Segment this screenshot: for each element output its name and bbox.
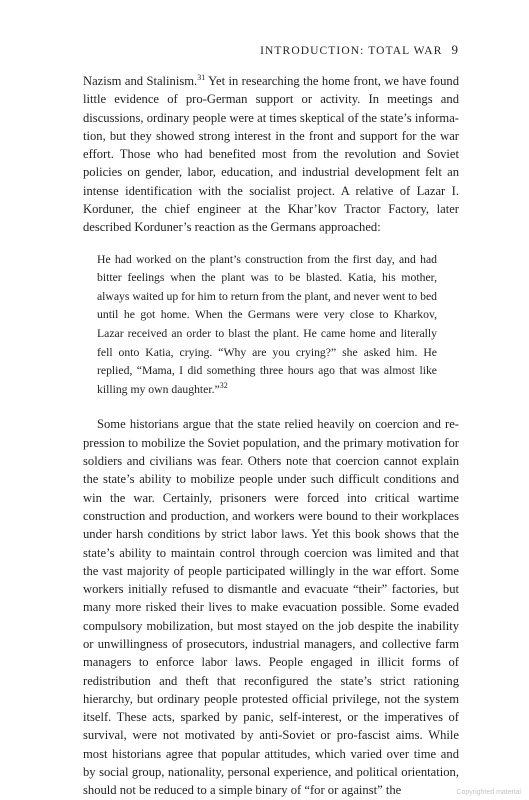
footnote-ref-31: 31 bbox=[197, 72, 206, 82]
paragraph-continued bbox=[83, 72, 459, 237]
running-title: INTRODUCTION: TOTAL WAR bbox=[260, 45, 443, 57]
paragraph-text: Yet in researching the home front, we have found little evidence of pro-German support or activity. In meetings and discussions, ordinary people were at times skeptical of the state’s information, but they showed strong interest in the front and support for the war effort. Those who had benefited most from the revolution and Soviet policies on gender, labor, education, and industrial development felt an intense identification with the socialist project. A relative of Lazar I. Korduner, the chief engineer at the Khar’kov Tractor Factory, later described Korduner’s reaction as the Germans approached: bbox=[83, 74, 459, 235]
text-block bbox=[83, 72, 459, 800]
page-number: 9 bbox=[451, 42, 458, 57]
running-head bbox=[260, 42, 458, 58]
quote-text: He had worked on the plant’s construction from the first day, and had bitter feelings when the plant was to be blasted. Katia, his mother, always waited up for him to return from the plant, and never went to bed until he got home. When the Germans were very close to Kharkov, Lazar received an order to blast the plant. He came home and literally fell onto Katia, crying. “Why are you crying?” she asked him. He replied, “Mama, I did something three hours ago that was almost like killing my own daughter.” bbox=[97, 252, 437, 396]
footnote-ref-32: 32 bbox=[219, 380, 228, 390]
paragraph-text: Nazism and Stalinism. bbox=[83, 74, 198, 88]
copyright-watermark: Copyrighted material bbox=[456, 789, 521, 796]
paragraph: Some historians argue that the state relied heavily on coercion and repression to mobilize the Soviet population, and the primary motivation for soldiers and civilians was fear. Others note that coercion cannot explain the state’s ability to mobilize people under such difficult conditions and win the war. Certainly, prisoners were forced into critical wartime construction and production, and workers were bound to their workplaces under harsh conditions by strict labor laws. Yet this book shows that the state’s ability to maintain control through coercion was limited and that the vast majority of people participated willingly in the war effort. Some workers initially refused to dismantle and evacuate “their” factories, but many more risked their lives to make evacuation possible. Some evaded compulsory mobilization, but most stayed on the job despite the inability or unwillingness of prosecutors, industrial managers, and collective farm managers to enforce labor laws. People engaged in illicit forms of redistribution and theft that reconfigured the state’s strict rationing hierarchy, but ordinary people protested official privilege, not the system itself. These acts, sparked by panic, self-interest, or the imperatives of survival, were not motivated by anti-Soviet or pro-fascist aims. While most historians agree that popular attitudes, which varied over time and by social group, nationality, personal experience, and political orientation, should not be reduced to a simple binary of “for or against” the bbox=[83, 417, 459, 798]
block-quote bbox=[97, 251, 437, 400]
